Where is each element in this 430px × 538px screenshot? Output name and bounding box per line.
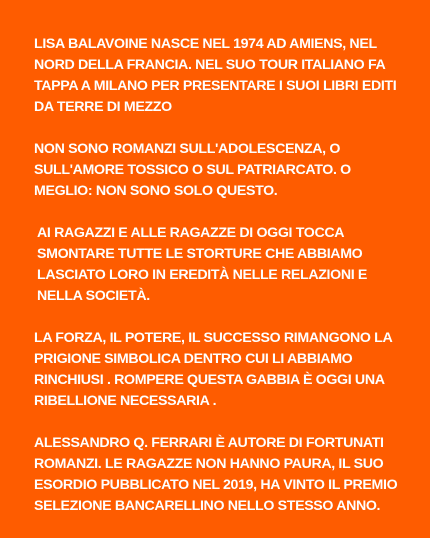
- paragraph-prison: LA FORZA, IL POTERE, IL SUCCESSO RIMANGONO LA PRIGIONE SIMBOLICA DENTRO CUI LI ABBIAMO RINCHIUSI . ROMPERE QUESTA GABBIA È OGGI UNA RIBELLIONE NECESSARIA .: [34, 330, 392, 409]
- paragraph-not-novels: NON SONO ROMANZI SULL'ADOLESCENZA, O SULL'AMORE TOSSICO O SUL PATRIARCATO. O MEGLIO: NON SONO SOLO QUESTO.: [34, 141, 351, 199]
- paragraph-author: ALESSANDRO Q. FERRARI È AUTORE DI FORTUNATI ROMANZI. LE RAGAZZE NON HANNO PAURA, IL SUO ESORDIO PUBBLICATO NEL 2019, HA VINTO IL PREMIO SELEZIONE BANCARELLINO NELLO STESSO ANNO.: [34, 435, 398, 514]
- paragraph-youth: AI RAGAZZI E ALLE RAGAZZE DI OGGI TOCCA SMONTARE TUTTE LE STORTURE CHE ABBIAMO LASCIATO LORO IN EREDITÀ NELLE RELAZIONI E NELLA SOCIETÀ.: [37, 225, 368, 304]
- paragraph-intro: LISA BALAVOINE NASCE NEL 1974 AD AMIENS, NEL NORD DELLA FRANCIA. NEL SUO TOUR ITALIANO FA TAPPA A MILANO PER PRESENTARE I SUOI LIBRI EDITI DA TERRE DI MEZZO: [34, 36, 397, 115]
